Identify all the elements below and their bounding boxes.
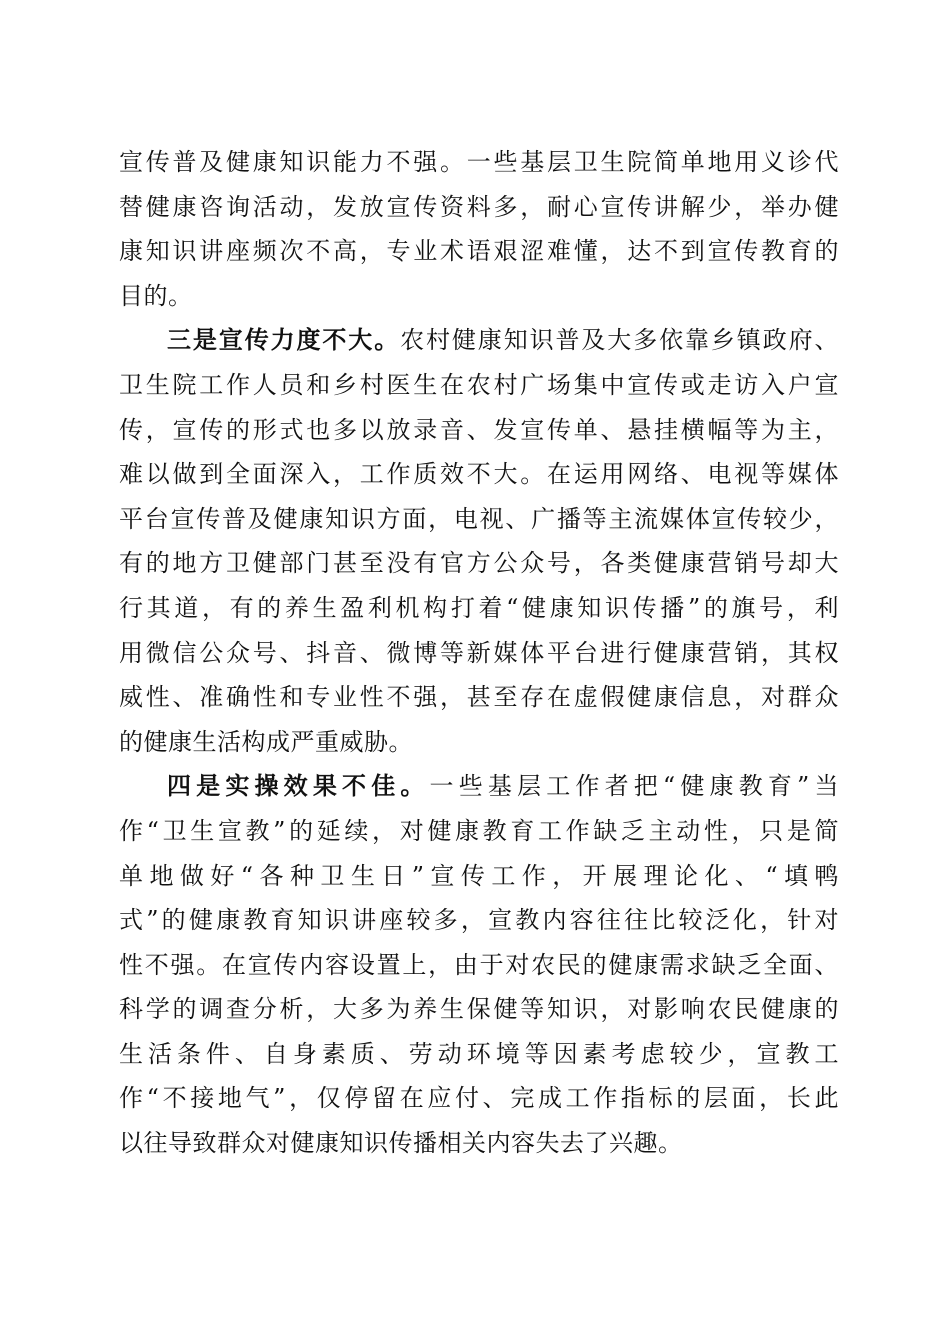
paragraph-1-line-1: 宣传普及健康知识能力不强。一些基层卫生院简单地用义诊代 bbox=[119, 148, 839, 176]
paragraph-2-line: 有的地方卫健部门甚至没有官方公众号，各类健康营销号却大 bbox=[119, 549, 839, 578]
paragraph-2-line: 威性、准确性和专业性不强，甚至存在虚假健康信息，对群众 bbox=[119, 683, 839, 712]
paragraph-3-line: 单地做好“各种卫生日”宣传工作，开展理论化、“填鸭 bbox=[119, 861, 839, 890]
paragraph-2-line: 的健康生活构成严重威胁。 bbox=[119, 727, 413, 756]
paragraph-3-line: 作“不接地气”，仅停留在应付、完成工作指标的层面，长此 bbox=[119, 1084, 839, 1113]
paragraph-2-line: 平台宣传普及健康知识方面，电视、广播等主流媒体宣传较少， bbox=[119, 504, 839, 533]
paragraph-1-line-3: 康知识讲座频次不高，专业术语艰涩难懂，达不到宣传教育的 bbox=[119, 237, 839, 266]
paragraph-3-line: 性不强。在宣传内容设置上，由于对农民的健康需求缺乏全面、 bbox=[119, 950, 839, 979]
paragraph-3-line: 生活条件、自身素质、劳动环境等因素考虑较少，宣教工 bbox=[119, 1039, 839, 1068]
paragraph-2-lead: 三是宣传力度不大。 bbox=[167, 325, 401, 355]
paragraph-3-first-line bbox=[119, 764, 839, 809]
paragraph-3-line: 科学的调查分析，大多为养生保健等知识，对影响农民健康的 bbox=[119, 995, 839, 1024]
paragraph-2-line: 难以做到全面深入，工作质效不大。在运用网络、电视等媒体 bbox=[119, 460, 839, 489]
paragraph-2-line: 卫生院工作人员和乡村医生在农村广场集中宣传或走访入户宣 bbox=[119, 370, 839, 399]
paragraph-2-first-line-rest: 农村健康知识普及大多依靠乡镇政府、 bbox=[400, 326, 840, 355]
paragraph-3-lead: 四是实操效果不佳。 bbox=[167, 771, 430, 801]
paragraph-1-line-4: 目的。 bbox=[119, 281, 193, 310]
paragraph-3-first-line-rest: 一些基层工作者把“健康教育”当 bbox=[429, 772, 839, 801]
paragraph-2-first-line bbox=[119, 318, 839, 363]
paragraph-2-line: 行其道，有的养生盈利机构打着“健康知识传播”的旗号，利 bbox=[119, 593, 839, 622]
document-body bbox=[119, 140, 839, 1166]
paragraph-3-line: 式”的健康教育知识讲座较多，宣教内容往往比较泛化，针对 bbox=[119, 906, 839, 935]
paragraph-2-line: 传，宣传的形式也多以放录音、发宣传单、悬挂横幅等为主， bbox=[119, 415, 839, 444]
paragraph-1-line-2: 替健康咨询活动，发放宣传资料多，耐心宣传讲解少，举办健 bbox=[119, 192, 839, 221]
paragraph-2-line: 用微信公众号、抖音、微博等新媒体平台进行健康营销，其权 bbox=[119, 638, 839, 667]
paragraph-3-line: 以往导致群众对健康知识传播相关内容失去了兴趣。 bbox=[119, 1129, 683, 1158]
paragraph-3-line: 作“卫生宣教”的延续，对健康教育工作缺乏主动性，只是简 bbox=[119, 816, 839, 845]
